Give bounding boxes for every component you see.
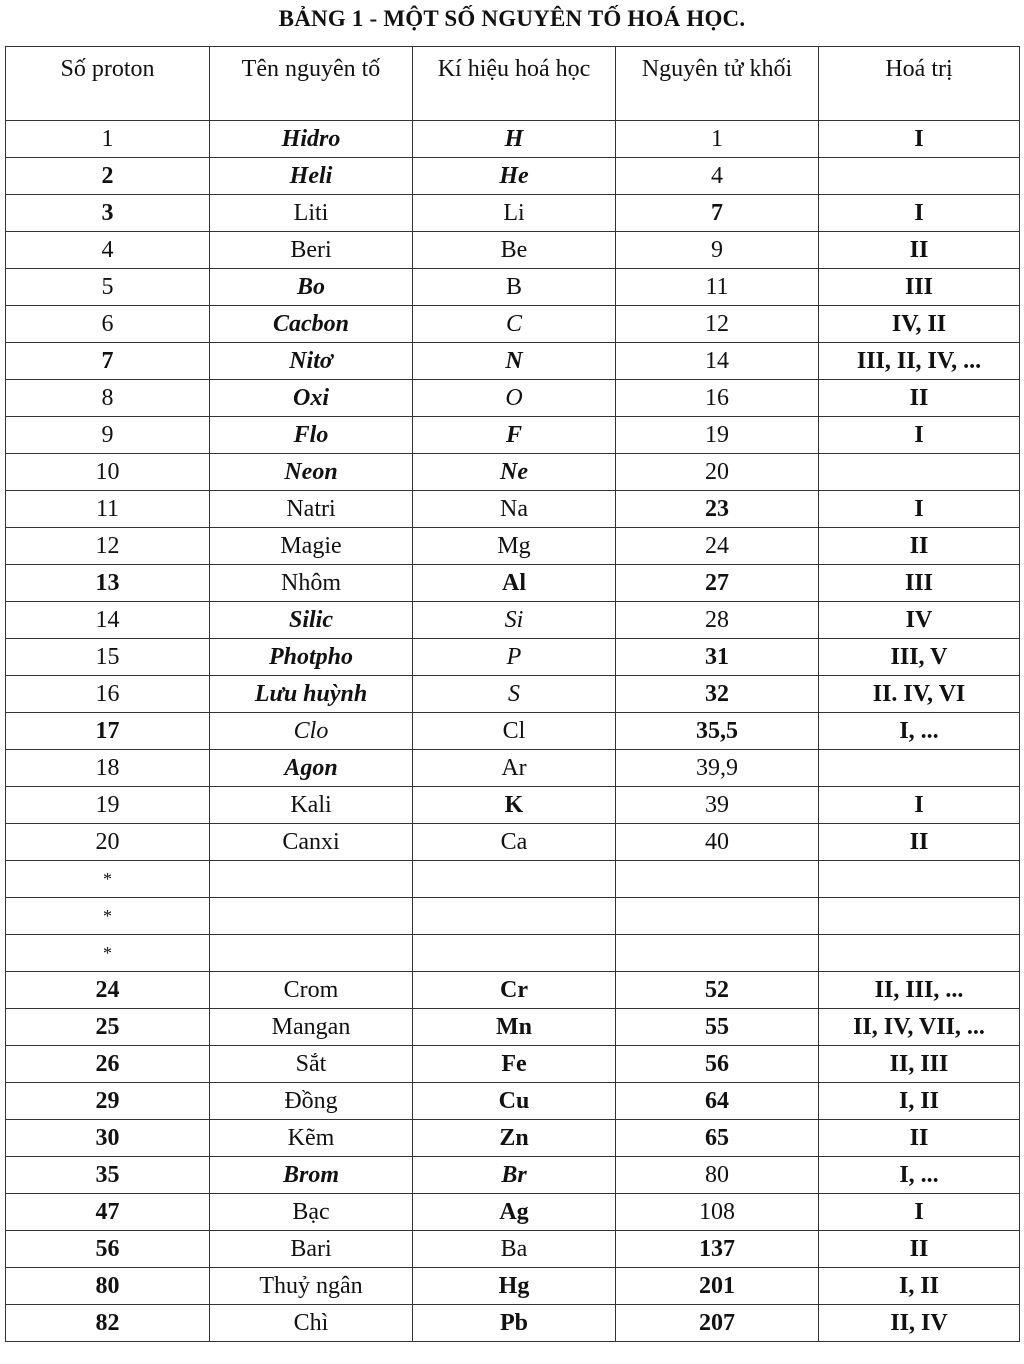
table-row bbox=[6, 491, 1020, 528]
cell-symbol: Li bbox=[413, 195, 616, 232]
element-table bbox=[5, 46, 1020, 1342]
cell-valence: III, V bbox=[819, 639, 1020, 676]
table-row bbox=[6, 158, 1020, 195]
table-row bbox=[6, 972, 1020, 1009]
cell-symbol: C bbox=[413, 306, 616, 343]
cell-mass: 32 bbox=[616, 676, 819, 713]
cell-valence: II bbox=[819, 1120, 1020, 1157]
cell-proton: 8 bbox=[6, 380, 210, 417]
cell-valence: II bbox=[819, 824, 1020, 861]
cell-valence: I, ... bbox=[819, 1157, 1020, 1194]
cell-proton: 1 bbox=[6, 121, 210, 158]
cell-name: Neon bbox=[210, 454, 413, 491]
table-row bbox=[6, 343, 1020, 380]
cell-name: Cacbon bbox=[210, 306, 413, 343]
table-title: BẢNG 1 - MỘT SỐ NGUYÊN TỐ HOÁ HỌC. bbox=[278, 6, 746, 31]
cell-valence: II, III, ... bbox=[819, 972, 1020, 1009]
cell-proton: 35 bbox=[6, 1157, 210, 1194]
table-row bbox=[6, 565, 1020, 602]
cell-mass: 108 bbox=[616, 1194, 819, 1231]
table-row bbox=[6, 602, 1020, 639]
cell-name: Bo bbox=[210, 269, 413, 306]
table-row bbox=[6, 1305, 1020, 1342]
cell-symbol: H bbox=[413, 121, 616, 158]
cell-symbol: Be bbox=[413, 232, 616, 269]
cell-name: Thuỷ ngân bbox=[210, 1268, 413, 1305]
cell-valence: I bbox=[819, 787, 1020, 824]
cell-name: Kẽm bbox=[210, 1120, 413, 1157]
cell-symbol: Hg bbox=[413, 1268, 616, 1305]
cell-symbol: Mg bbox=[413, 528, 616, 565]
cell-valence: II, IV, VII, ... bbox=[819, 1009, 1020, 1046]
cell-proton: 18 bbox=[6, 750, 210, 787]
cell-proton: 4 bbox=[6, 232, 210, 269]
cell-mass: 80 bbox=[616, 1157, 819, 1194]
header-name: Tên nguyên tố bbox=[210, 47, 413, 121]
cell-proton: 56 bbox=[6, 1231, 210, 1268]
table-row bbox=[6, 454, 1020, 491]
cell-name bbox=[210, 898, 413, 935]
cell-proton: 20 bbox=[6, 824, 210, 861]
cell-proton: 19 bbox=[6, 787, 210, 824]
cell-proton: 17 bbox=[6, 713, 210, 750]
cell-symbol: Mn bbox=[413, 1009, 616, 1046]
cell-mass: 23 bbox=[616, 491, 819, 528]
header-row bbox=[6, 47, 1020, 121]
cell-symbol: S bbox=[413, 676, 616, 713]
cell-name: Nitơ bbox=[210, 343, 413, 380]
cell-valence: II bbox=[819, 380, 1020, 417]
cell-name: Đồng bbox=[210, 1083, 413, 1120]
cell-symbol: Ar bbox=[413, 750, 616, 787]
cell-proton: * bbox=[6, 935, 210, 972]
cell-mass: 14 bbox=[616, 343, 819, 380]
table-row bbox=[6, 713, 1020, 750]
cell-proton: 12 bbox=[6, 528, 210, 565]
cell-name: Liti bbox=[210, 195, 413, 232]
cell-proton: 25 bbox=[6, 1009, 210, 1046]
cell-valence: IV bbox=[819, 602, 1020, 639]
cell-symbol: Ca bbox=[413, 824, 616, 861]
cell-name: Clo bbox=[210, 713, 413, 750]
cell-name: Crom bbox=[210, 972, 413, 1009]
cell-symbol: Al bbox=[413, 565, 616, 602]
cell-name: Sắt bbox=[210, 1046, 413, 1083]
cell-valence: II bbox=[819, 1231, 1020, 1268]
cell-mass: 16 bbox=[616, 380, 819, 417]
cell-proton: * bbox=[6, 898, 210, 935]
cell-valence bbox=[819, 158, 1020, 195]
table-row bbox=[6, 269, 1020, 306]
cell-symbol bbox=[413, 935, 616, 972]
table-row bbox=[6, 1194, 1020, 1231]
cell-valence bbox=[819, 898, 1020, 935]
cell-mass: 56 bbox=[616, 1046, 819, 1083]
table-row bbox=[6, 935, 1020, 972]
cell-symbol: Ne bbox=[413, 454, 616, 491]
cell-proton: 13 bbox=[6, 565, 210, 602]
cell-proton: 10 bbox=[6, 454, 210, 491]
cell-name: Canxi bbox=[210, 824, 413, 861]
cell-symbol: Cr bbox=[413, 972, 616, 1009]
table-row bbox=[6, 380, 1020, 417]
cell-proton: 26 bbox=[6, 1046, 210, 1083]
cell-proton: 29 bbox=[6, 1083, 210, 1120]
cell-symbol: B bbox=[413, 269, 616, 306]
cell-symbol: Na bbox=[413, 491, 616, 528]
cell-symbol: P bbox=[413, 639, 616, 676]
cell-name bbox=[210, 935, 413, 972]
cell-symbol: Zn bbox=[413, 1120, 616, 1157]
header-proton: Số proton bbox=[6, 47, 210, 121]
cell-symbol: Br bbox=[413, 1157, 616, 1194]
table-row bbox=[6, 639, 1020, 676]
header-valence: Hoá trị bbox=[819, 47, 1020, 121]
cell-symbol: Ba bbox=[413, 1231, 616, 1268]
cell-symbol: Cl bbox=[413, 713, 616, 750]
cell-mass: 20 bbox=[616, 454, 819, 491]
cell-name: Magie bbox=[210, 528, 413, 565]
cell-proton: 30 bbox=[6, 1120, 210, 1157]
header-symbol: Kí hiệu hoá học bbox=[413, 47, 616, 121]
cell-name: Mangan bbox=[210, 1009, 413, 1046]
cell-name: Brom bbox=[210, 1157, 413, 1194]
cell-mass: 9 bbox=[616, 232, 819, 269]
table-row bbox=[6, 121, 1020, 158]
cell-proton: 11 bbox=[6, 491, 210, 528]
table-row bbox=[6, 232, 1020, 269]
table-row bbox=[6, 750, 1020, 787]
cell-mass: 207 bbox=[616, 1305, 819, 1342]
cell-name: Nhôm bbox=[210, 565, 413, 602]
cell-mass: 65 bbox=[616, 1120, 819, 1157]
table-row bbox=[6, 1120, 1020, 1157]
table-row bbox=[6, 1157, 1020, 1194]
cell-mass: 55 bbox=[616, 1009, 819, 1046]
cell-symbol: He bbox=[413, 158, 616, 195]
cell-name: Natri bbox=[210, 491, 413, 528]
cell-mass bbox=[616, 861, 819, 898]
cell-proton: 14 bbox=[6, 602, 210, 639]
cell-name: Photpho bbox=[210, 639, 413, 676]
cell-mass: 11 bbox=[616, 269, 819, 306]
cell-proton: 47 bbox=[6, 1194, 210, 1231]
cell-name: Agon bbox=[210, 750, 413, 787]
cell-name: Flo bbox=[210, 417, 413, 454]
cell-proton: 5 bbox=[6, 269, 210, 306]
cell-mass: 39 bbox=[616, 787, 819, 824]
cell-valence bbox=[819, 935, 1020, 972]
table-row bbox=[6, 1009, 1020, 1046]
cell-proton: 6 bbox=[6, 306, 210, 343]
cell-symbol: Pb bbox=[413, 1305, 616, 1342]
cell-mass: 12 bbox=[616, 306, 819, 343]
cell-valence: II. IV, VI bbox=[819, 676, 1020, 713]
table-row bbox=[6, 528, 1020, 565]
table-row bbox=[6, 195, 1020, 232]
table-row bbox=[6, 417, 1020, 454]
cell-proton: 24 bbox=[6, 972, 210, 1009]
cell-name: Chì bbox=[210, 1305, 413, 1342]
cell-proton: 16 bbox=[6, 676, 210, 713]
cell-mass: 27 bbox=[616, 565, 819, 602]
cell-proton: 7 bbox=[6, 343, 210, 380]
cell-valence: I, ... bbox=[819, 713, 1020, 750]
cell-name: Bạc bbox=[210, 1194, 413, 1231]
cell-mass bbox=[616, 898, 819, 935]
table-row bbox=[6, 861, 1020, 898]
cell-valence: I bbox=[819, 121, 1020, 158]
cell-valence: III bbox=[819, 565, 1020, 602]
cell-mass: 31 bbox=[616, 639, 819, 676]
cell-valence: I bbox=[819, 417, 1020, 454]
header-mass: Nguyên tử khối bbox=[616, 47, 819, 121]
table-row bbox=[6, 306, 1020, 343]
cell-valence bbox=[819, 861, 1020, 898]
cell-mass: 4 bbox=[616, 158, 819, 195]
cell-proton: * bbox=[6, 861, 210, 898]
cell-symbol: Fe bbox=[413, 1046, 616, 1083]
cell-valence: III bbox=[819, 269, 1020, 306]
cell-symbol: Ag bbox=[413, 1194, 616, 1231]
table-row bbox=[6, 1231, 1020, 1268]
cell-symbol: Cu bbox=[413, 1083, 616, 1120]
cell-mass bbox=[616, 935, 819, 972]
cell-name: Beri bbox=[210, 232, 413, 269]
table-row bbox=[6, 898, 1020, 935]
cell-name: Lưu huỳnh bbox=[210, 676, 413, 713]
cell-mass: 19 bbox=[616, 417, 819, 454]
cell-name: Silic bbox=[210, 602, 413, 639]
cell-mass: 137 bbox=[616, 1231, 819, 1268]
cell-mass: 64 bbox=[616, 1083, 819, 1120]
table-row bbox=[6, 787, 1020, 824]
table-body bbox=[6, 121, 1020, 1342]
table-row bbox=[6, 1268, 1020, 1305]
cell-mass: 201 bbox=[616, 1268, 819, 1305]
cell-valence: III, II, IV, ... bbox=[819, 343, 1020, 380]
cell-name: Bari bbox=[210, 1231, 413, 1268]
cell-valence: I, II bbox=[819, 1083, 1020, 1120]
cell-name bbox=[210, 861, 413, 898]
cell-symbol bbox=[413, 861, 616, 898]
table-row bbox=[6, 1083, 1020, 1120]
cell-mass: 28 bbox=[616, 602, 819, 639]
cell-symbol: K bbox=[413, 787, 616, 824]
cell-mass: 24 bbox=[616, 528, 819, 565]
cell-valence: I bbox=[819, 195, 1020, 232]
cell-mass: 7 bbox=[616, 195, 819, 232]
cell-valence bbox=[819, 454, 1020, 491]
cell-valence: I bbox=[819, 1194, 1020, 1231]
cell-valence: II, III bbox=[819, 1046, 1020, 1083]
cell-valence: II bbox=[819, 528, 1020, 565]
cell-valence: II bbox=[819, 232, 1020, 269]
cell-proton: 82 bbox=[6, 1305, 210, 1342]
cell-proton: 80 bbox=[6, 1268, 210, 1305]
cell-mass: 40 bbox=[616, 824, 819, 861]
cell-symbol: F bbox=[413, 417, 616, 454]
cell-proton: 3 bbox=[6, 195, 210, 232]
table-row bbox=[6, 676, 1020, 713]
cell-name: Heli bbox=[210, 158, 413, 195]
cell-proton: 9 bbox=[6, 417, 210, 454]
table-row bbox=[6, 1046, 1020, 1083]
cell-valence bbox=[819, 750, 1020, 787]
cell-valence: II, IV bbox=[819, 1305, 1020, 1342]
cell-proton: 2 bbox=[6, 158, 210, 195]
cell-symbol: N bbox=[413, 343, 616, 380]
cell-symbol: Si bbox=[413, 602, 616, 639]
cell-valence: I, II bbox=[819, 1268, 1020, 1305]
table-row bbox=[6, 824, 1020, 861]
cell-symbol: O bbox=[413, 380, 616, 417]
cell-mass: 39,9 bbox=[616, 750, 819, 787]
cell-mass: 52 bbox=[616, 972, 819, 1009]
cell-valence: IV, II bbox=[819, 306, 1020, 343]
cell-proton: 15 bbox=[6, 639, 210, 676]
cell-mass: 1 bbox=[616, 121, 819, 158]
cell-mass: 35,5 bbox=[616, 713, 819, 750]
cell-name: Hidro bbox=[210, 121, 413, 158]
cell-name: Oxi bbox=[210, 380, 413, 417]
cell-symbol bbox=[413, 898, 616, 935]
cell-valence: I bbox=[819, 491, 1020, 528]
cell-name: Kali bbox=[210, 787, 413, 824]
